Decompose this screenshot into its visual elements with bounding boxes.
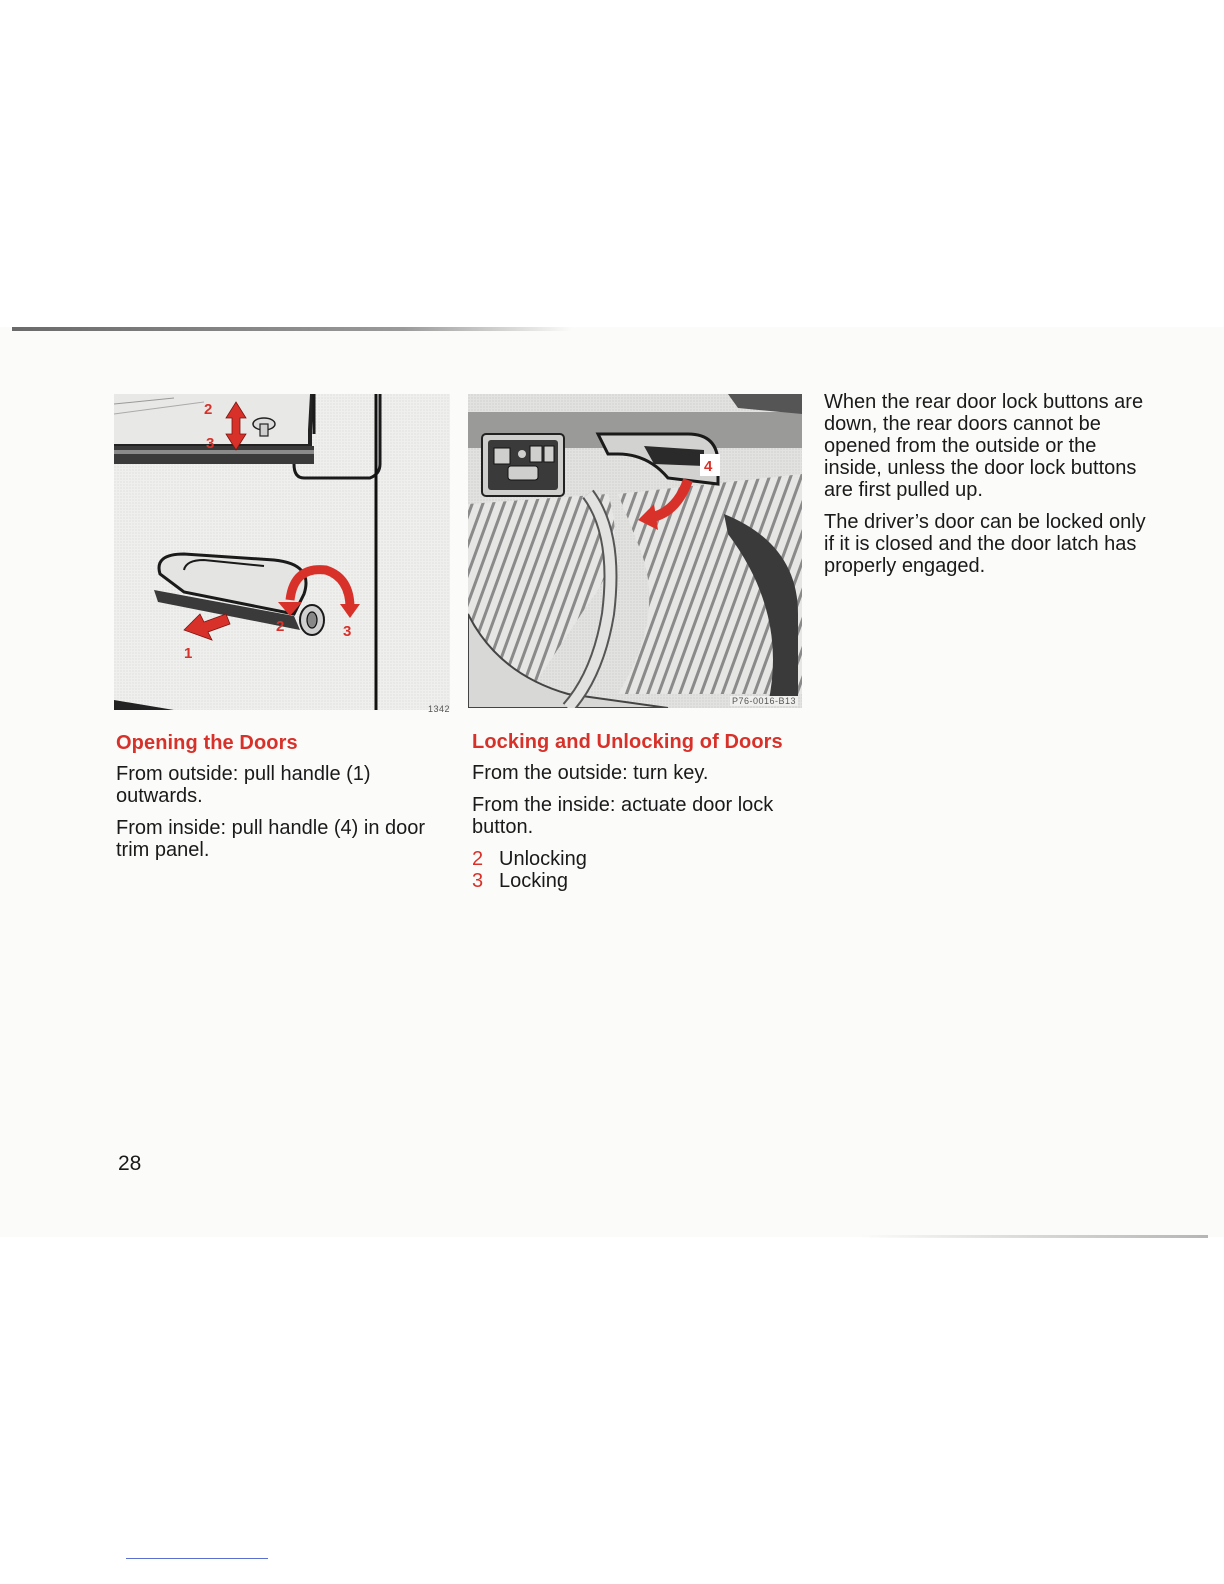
top-rule [12,327,572,331]
paragraph: From outside: pull handle (1) outwards. [116,763,371,807]
inside-handle-illustration [468,394,802,708]
callout-2-top: 2 [204,401,213,418]
callout-3-top: 3 [206,435,215,452]
callout-2: 2 [276,618,285,635]
list-item [472,870,808,892]
item-number: 2 [472,848,484,870]
paragraph: From the outside: turn key. [472,762,709,784]
bottom-rule [860,1235,1208,1238]
page-number: 28 [118,1152,142,1175]
left-column [116,732,436,871]
figure-number: 1342 [427,704,450,714]
figure-inside-handle [468,394,802,708]
item-label: Unlocking [499,848,587,870]
callout-3: 3 [343,623,352,640]
footer-link-rule [126,1558,268,1559]
item-label: Locking [499,870,568,892]
outside-handle-illustration [114,394,450,710]
paragraph: From inside: pull handle (4) in door trim panel. [116,817,426,861]
callout-4: 4 [704,458,713,475]
figure-number: P76-0016-B13 [731,696,796,706]
section-heading: Opening the Doors [116,732,298,754]
paragraph: When the rear door lock buttons are down, the rear doors cannot be opened from the outside or the inside, unless the door lock buttons are first pulled up. [824,391,1144,501]
middle-column [472,731,808,892]
callout-1: 1 [184,645,193,662]
paragraph: From the inside: actuate door lock button. [472,794,774,838]
figure-outside-handle [114,394,450,714]
list-item [472,848,808,870]
item-number: 3 [472,870,484,892]
section-heading: Locking and Unlocking of Doors [472,731,783,753]
paragraph: The driver’s door can be locked only if it is closed and the door latch has properly engaged. [824,511,1146,577]
callout-legend [472,848,808,892]
right-column [824,391,1154,587]
